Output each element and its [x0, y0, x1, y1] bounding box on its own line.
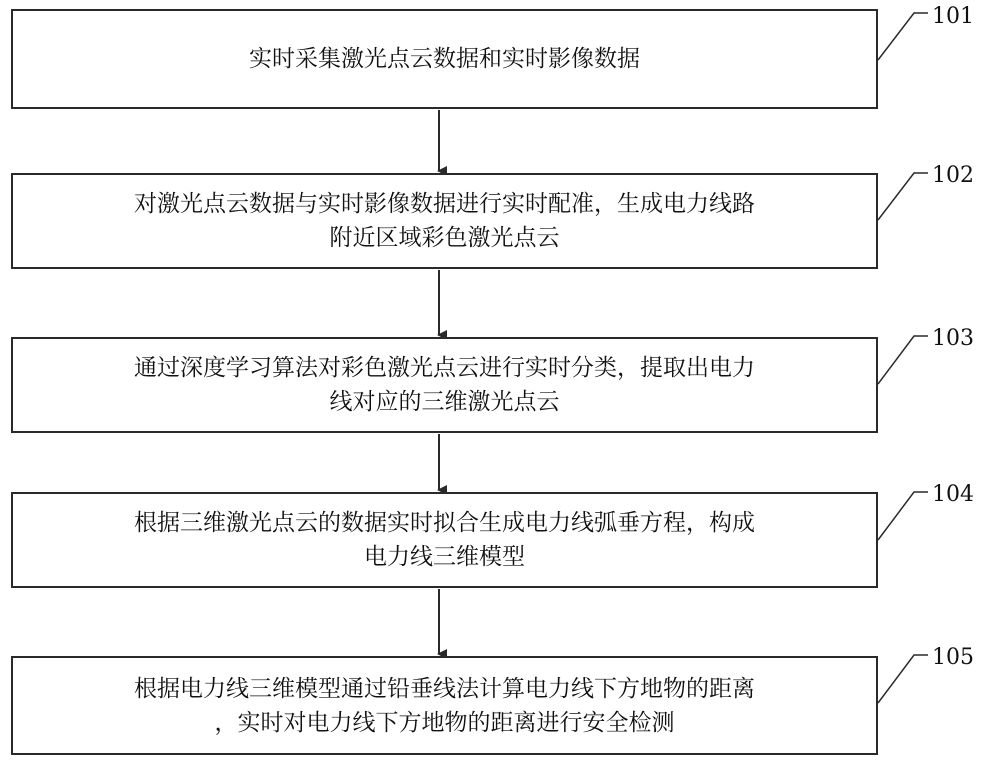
leader-line-103: [878, 336, 928, 384]
step-box-103: [11, 337, 878, 433]
step-box-101: [11, 9, 878, 109]
step-text-line: 对激光点云数据与实时影像数据进行实时配准，生成电力线路: [134, 191, 755, 217]
step-number-101: 101: [932, 4, 974, 29]
step-number-104: 104: [932, 482, 974, 507]
step-text-line: 通过深度学习算法对彩色激光点云进行实时分类，提取出电力: [134, 355, 755, 381]
step-box-105: [11, 656, 878, 755]
step-box-102: [11, 173, 878, 269]
step-text-line: ，实时对电力线下方地物的距离进行安全检测: [214, 709, 675, 736]
leader-line-104: [878, 492, 928, 540]
step-number-102: 102: [932, 163, 974, 188]
step-text-line: 根据电力线三维模型通过铅垂线法计算电力线下方地物的距离: [134, 675, 755, 702]
leader-line-102: [878, 173, 928, 220]
step-text-line: 电力线三维模型: [364, 544, 525, 570]
step-number-105: 105: [932, 645, 974, 670]
step-text-line: 线对应的三维激光点云: [329, 389, 560, 415]
leader-line-101: [878, 13, 928, 60]
step-text-line: 附近区域彩色激光点云: [329, 225, 560, 251]
step-text-line: 实时采集激光点云数据和实时影像数据: [249, 46, 640, 72]
step-box-104: [11, 492, 878, 588]
step-text-line: 根据三维激光点云的数据实时拟合生成电力线弧垂方程，构成: [134, 510, 755, 536]
leader-line-105: [878, 655, 928, 703]
step-number-103: 103: [932, 326, 974, 351]
